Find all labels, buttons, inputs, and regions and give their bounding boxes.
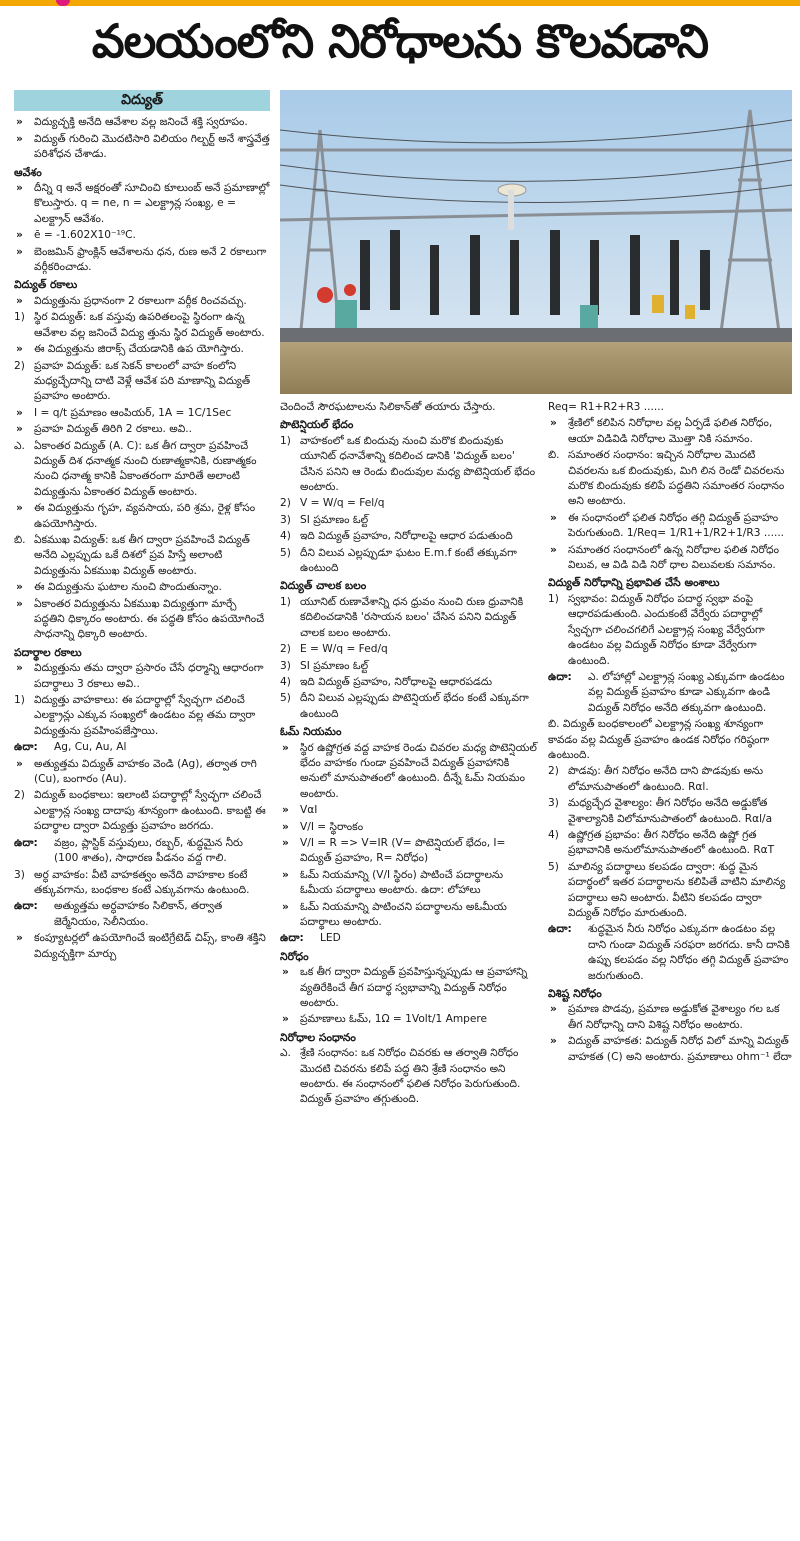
item-marker: బి. bbox=[14, 533, 26, 546]
subheading: విశిష్ట నిరోధం bbox=[548, 987, 602, 1001]
item-text: మధ్యచ్ఛేద వైశాల్యం: తీగ నిరోధం అనేది అడ్డుకోత వైశాల్యానికి విలోమానుపాతంలో ఉంటుంది. Rαl/a bbox=[568, 797, 773, 825]
item-text: విద్యుత్ బంధకాలు: ఇలాంటి పదార్థాల్లో స్వేచ్ఛగా చలించే ఎలక్ట్రాన్ల సంఖ్య దాదాపు శూన్యంగా ఉంటుంది. కాబట్టి ఈ పదార్థాల ద్వారా విద్యుత్తు ప్రవాహం జరగదు. bbox=[34, 789, 266, 833]
bullet-item: » బెంజమిన్ ఫ్రాంక్లిన్ ఆవేశాలను ధన, రుణ అనే 2 రకాలుగా వర్గీకరించాడు. bbox=[14, 245, 270, 276]
subheading: నిరోధాల సంధానం bbox=[280, 1030, 356, 1044]
item-text: LED bbox=[320, 932, 341, 945]
bullet-item: » శ్రేణిలో కలిపిన నిరోధాల వల్ల ఏర్పడే ఫలిత నిరోధం, ఆయా విడివిడి నిరోధాల మొత్తా నికి సమానం. bbox=[548, 416, 792, 447]
example-item bbox=[14, 740, 270, 755]
item-marker: 5) bbox=[548, 860, 559, 873]
bullet-item: » I = q/t ప్రమాణం ఆంపియర్, 1A = 1C/1Sec bbox=[14, 406, 270, 421]
numbered-item bbox=[14, 439, 270, 501]
column-1-content bbox=[14, 115, 270, 962]
numbered-item bbox=[280, 675, 538, 690]
item-text: దీని విలువ ఎల్లప్పుడూ ఘటం E.m.f కంటే తక్కువగా ఉంటుంది bbox=[300, 546, 517, 575]
item-marker: ఉదా: bbox=[548, 670, 572, 683]
numbered-item bbox=[548, 828, 792, 859]
bullet-item: » విద్యుత్తును ప్రధానంగా 2 రకాలుగా వర్గీక రించవచ్చు. bbox=[14, 294, 270, 309]
item-text: అత్యుత్తమ అర్ధవాహకం సిలికాన్, తర్వాత జెర్మేనియం, సెలీనియం. bbox=[54, 900, 223, 928]
item-marker: 3) bbox=[14, 868, 25, 881]
item-text: సమాంతర సంధానం: ఇచ్చిన నిరోధాల మొదటి చివరలను ఒక బిందువుకు, మిగి లిన రెండో చివరలను మరొక బిందువుకు కలిపే పద్ధతిని సమాంతర సంధానం అని అంటారు. bbox=[568, 449, 785, 508]
bullet-item: » విద్యుచ్ఛక్తి అనేది ఆవేశాల వల్ల జనించే శక్తి స్వరూపం. bbox=[14, 115, 270, 130]
column-1 bbox=[14, 90, 270, 1535]
item-text: దీని విలువ ఎల్లప్పుడు పొటెన్షియల్ భేదం కంటే ఎక్కువగా ఉంటుంది bbox=[300, 692, 529, 720]
bullet-item: » ఈ విద్యుత్తును ఘటాల నుంచి పొందుతున్నాం. bbox=[14, 580, 270, 595]
numbered-item bbox=[280, 659, 538, 674]
bullet-item: » సమాంతర సంధానంలో ఉన్న నిరోధాల ఫలిత నిరోధం విలువ, ఆ విడి విడి నిరో ధాల విలువలకు సమానం. bbox=[548, 543, 792, 574]
item-text: ప్రవాహ విద్యుత్: ఒక సెకన్ కాలంలో వాహ కంలోని మధ్యచ్ఛేదాన్ని దాటి వెళ్లే ఆవేశ పరి మాణాన్ని విద్యుత్ ప్రవాహం అంటారు. bbox=[34, 359, 251, 403]
numbered-item bbox=[14, 310, 270, 341]
item-text: V = W/q = Fel/q bbox=[300, 497, 385, 510]
bullet-item: » విద్యుత్ గురించి మొదటిసారి విలియం గిల్బర్ట్ అనే శాస్త్రవేత్త పరిశోధన చేశాడు. bbox=[14, 132, 270, 163]
item-marker: ఉదా: bbox=[14, 741, 38, 754]
item-marker: 1) bbox=[548, 592, 559, 605]
item-text: విద్యుత్తు వాహకాలు: ఈ పదార్థాల్లో స్వేచ్ఛగా చలించే ఎలక్ట్రాన్లు ఎక్కువ సంఖ్యలో ఉండటం వల్ల తమ ద్వారా విద్యుత్తును ప్రవహింపజేస్తాయి. bbox=[34, 694, 256, 737]
item-marker: 4) bbox=[280, 530, 291, 543]
item-text: శ్రేణి సంధానం: ఒక నిరోధం చివరకు ఆ తర్వాతి నిరోధం మొదటి చివరను కలిపే పద్ధ తిని శ్రేణి సంధానం అని అంటారు. ఈ సంధానంలో ఫలిత నిరోధం పెరుగుతుంది. విద్యుత్ ప్రవాహం తగ్గుతుంది. bbox=[300, 1047, 521, 1106]
item-marker: ఎ. bbox=[14, 439, 25, 452]
item-text: ఎ. లోహాల్లో ఎలక్ట్రాన్ల సంఖ్య ఎక్కువగా ఉండటం వల్ల విద్యుత్ ప్రవాహం కూడా ఎక్కువగా ఉండి విద్యుత్ నిరోధం అనేది తక్కువగా ఉంటుంది. bbox=[588, 670, 785, 714]
item-marker: ఉదా: bbox=[548, 923, 572, 936]
column-3-content bbox=[548, 400, 792, 1065]
paragraph: బి. విద్యుత్ బంధకాలంలో ఎలక్ట్రాన్ల సంఖ్య శూన్యంగా కావడం వల్ల విద్యుత్ ప్రవాహం ఉండక నిరోధం గరిష్ఠంగా ఉంటుంది. bbox=[548, 718, 770, 761]
item-text: E = W/q = Fed/q bbox=[300, 643, 388, 656]
numbered-item bbox=[280, 642, 538, 657]
numbered-item bbox=[280, 546, 538, 577]
bullet-item: » V/I = స్థిరాంకం bbox=[280, 820, 538, 835]
item-marker: ఉదా: bbox=[280, 932, 304, 945]
item-text: పొడవు: తీగ నిరోధం అనేది దాని పొడవుకు అను లోమానుపాతంలో ఉంటుంది. Rαl. bbox=[568, 765, 764, 793]
paragraph: Req= R1+R2+R3 ...... bbox=[548, 401, 664, 413]
bullet-item: » ఓమ్ నియమాన్ని (V/I స్థిరం) పాటించే పదార్థాలను ఓమీయ పదార్థాలు అంటారు. ఉదా: లోహాలు bbox=[280, 868, 538, 899]
bullet-item: » అత్యుత్తమ విద్యుత్ వాహకం వెండి (Ag), తర్వాత రాగి (Cu), బంగారం (Au). bbox=[14, 757, 270, 788]
item-marker: 5) bbox=[280, 692, 291, 705]
item-text: ఏకాంతర విద్యుత్ (A. C): ఒక తీగ ద్వారా ప్రవహించే విద్యుత్ దిశ ధనాత్మక నుంచి రుణాత్మకానికి, రుణాత్మకం నుంచి ధనాత్మ కానికి ఏకాంతరంగా మారితే అలాంటి విద్యుత్తును ఏకాంతర విద్యుత్ అంటారు. bbox=[34, 439, 257, 498]
item-text: స్థిర విద్యుత్: ఒక వస్తువు ఉపరితలంపై స్థిరంగా ఉన్న ఆవేశాల వల్ల జనించే విద్యు త్తును స్థిర విద్యుత్ అంటారు. bbox=[34, 311, 265, 339]
item-text: మాలిన్య పదార్థాలు కలపడం ద్వారా: శుద్ధ మైన పదార్థంలో ఇతర పదార్థాలను కలిపితే వాటిని మాలిన్య పదార్థాలు అని అంటారు. వీటిని కలపడం ద్వారా విద్యుత్ నిరోధం మారుతుంది. bbox=[568, 860, 786, 919]
item-text: వజ్రం, ప్లాస్టిక్ వస్తువులు, రబ్బర్, శుద్ధమైన నీరు (100 శాతం), సాధారణ పీడనం వద్ద గాలి. bbox=[54, 836, 243, 865]
item-marker: 1) bbox=[14, 694, 25, 707]
bullet-item: » V/I = R => V=IR (V= పొటెన్షియల్ భేదం, I= విద్యుత్ ప్రవాహం, R= నిరోధం) bbox=[280, 836, 538, 867]
item-marker: 3) bbox=[548, 797, 559, 810]
numbered-item bbox=[280, 513, 538, 528]
subheading: పదార్థాల రకాలు bbox=[14, 645, 82, 659]
bullet-item: » ఈ విద్యుత్తును జిరాక్స్ చేయడానికి ఉప యోగిస్తారు. bbox=[14, 342, 270, 357]
item-text: SI ప్రమాణం ఓల్ట్ bbox=[300, 513, 369, 526]
bullet-item: » ఓమ్ నియమాన్ని పాటించని పదార్థాలను అఓమీయ పదార్థాలు అంటారు. bbox=[280, 900, 538, 931]
item-marker: 5) bbox=[280, 546, 291, 559]
numbered-item bbox=[548, 860, 792, 922]
numbered-item bbox=[14, 868, 270, 899]
bullet-item: » కంప్యూటర్లలో ఉపయోగించే ఇంటిగ్రేటెడ్ చిప్స్, కాంతి శక్తిని విద్యుచ్ఛక్తిగా మార్చు bbox=[14, 931, 270, 962]
column-3 bbox=[548, 400, 792, 1535]
subheading: పొటెన్షియల్ భేదం bbox=[280, 418, 354, 432]
page-headline: వలయంలోని నిరోధాలను కొలవడాని bbox=[91, 14, 709, 68]
numbered-item bbox=[280, 496, 538, 511]
item-marker: 3) bbox=[280, 513, 291, 526]
numbered-item bbox=[548, 796, 792, 827]
example-item bbox=[14, 899, 270, 930]
item-text: ఇది విద్యుత్ ప్రవాహం, నిరోధాలపై ఆధార పడుతుంది bbox=[300, 530, 513, 543]
item-text: ఏకముఖ విద్యుత్: ఒక తీగ ద్వారా ప్రవహించే విద్యుత్ అనేది ఎల్లప్పుడు ఒకే దిశలో ప్రవ హిస్తే అలాంటి విద్యుత్తును ఏకముఖ విద్యుత్ అంటారు. bbox=[34, 533, 250, 577]
item-text: ఉష్ణోగ్రత ప్రభావం: తీగ నిరోధం అనేది ఉష్ణో గ్రత ప్రభావానికి అనులోమానుపాతంలో ఉంటుంది. RαT bbox=[568, 828, 775, 857]
bullet-item: » విద్యుత్ వాహకత: విద్యుత్ నిరోధ విలో మాన్ని విద్యుత్ వాహకత (C) అని అంటారు. ప్రమాణాలు ohm⁻¹ లేదా bbox=[548, 1034, 792, 1065]
example-item bbox=[280, 931, 538, 946]
item-text: శుద్ధమైన నీరు నిరోధం ఎక్కువగా ఉండటం వల్ల దాని గుండా విద్యుత్ సరఫరా జరగదు. కానీ దానికి ఉప్పు కలపడం వల్ల నిరోధం తగ్గి విద్యుత్ ప్రవాహం జరుగుతుంది. bbox=[588, 923, 790, 982]
top-accent-bar bbox=[0, 0, 800, 6]
bullet-item: » ఈ సంధానంలో ఫలిత నిరోధం తగ్గి విద్యుత్ ప్రవాహం పెరుగుతుంది. 1/Req= 1/R1+1/R2+1/R3 ...... bbox=[548, 511, 792, 542]
subheading: ఆవేశం bbox=[14, 165, 42, 179]
bullet-item: » దీన్ని q అనే అక్షరంతో సూచించి కూలుంబ్ అనే ప్రమాణాల్లో కొలుస్తారు. q = ne, n = ఎలక్ట్రాన్ల సంఖ్య, e = ఎలక్ట్రాన్ ఆవేశం. bbox=[14, 181, 270, 227]
numbered-item bbox=[14, 788, 270, 834]
example-item bbox=[548, 670, 792, 716]
electric-substation-photo bbox=[280, 90, 792, 394]
subheading: విద్యుత్ నిరోధాన్ని ప్రభావిత చేసే అంశాలు bbox=[548, 576, 720, 590]
item-marker: 4) bbox=[548, 828, 559, 841]
bullet-item: » విద్యుత్తును తమ ద్వారా ప్రసారం చేసే ధర్మాన్ని ఆధారంగా పదార్థాలు 3 రకాలు అవి.. bbox=[14, 661, 270, 692]
numbered-item bbox=[548, 592, 792, 669]
item-text: Ag, Cu, Au, Al bbox=[54, 741, 127, 754]
numbered-item bbox=[280, 595, 538, 641]
bullet-item: » ē = -1.602X10⁻¹⁹C. bbox=[14, 228, 270, 243]
numbered-item bbox=[280, 691, 538, 722]
numbered-item bbox=[14, 533, 270, 579]
subheading: విద్యుత్ రకాలు bbox=[14, 278, 78, 292]
bullet-item: » ప్రమాణాలు ఓమ్, 1Ω = 1Volt/1 Ampere bbox=[280, 1012, 538, 1027]
item-marker: 2) bbox=[548, 765, 559, 778]
bullet-item: » ప్రమాణ పొడవు, ప్రమాణ అడ్డుకోత వైశాల్యం గల ఒక తీగ నిరోధాన్ని దాని విశిష్ట నిరోధం అంటారు. bbox=[548, 1002, 792, 1033]
item-text: SI ప్రమాణం ఓల్ట్ bbox=[300, 659, 369, 672]
item-text: అర్ధ వాహకం: వీటి వాహకత్వం అనేది వాహకాల కంటే తక్కువగాను, బంధకాల కంటే ఎక్కువగాను ఉంటుంది. bbox=[34, 868, 250, 896]
substation-photo bbox=[280, 90, 792, 394]
bullet-item: » ప్రవాహ విద్యుత్ తిరిగి 2 రకాలు. అవి.. bbox=[14, 422, 270, 437]
column-2 bbox=[280, 400, 538, 1535]
item-text: వాహకంలో ఒక బిందువు నుంచి మరొక బిందువుకు యూనిట్ ధనావేశాన్ని కదిలించ డానికి 'విద్యుత్ బలం' చేసిన పనిని ఆ రెండు బిందువుల మధ్య పొటెన్షియల్ భేదం అంటారు. bbox=[300, 434, 536, 494]
numbered-item bbox=[280, 1046, 538, 1108]
item-marker: 1) bbox=[280, 434, 291, 447]
item-marker: 2) bbox=[280, 497, 291, 510]
item-marker: 3) bbox=[280, 659, 291, 672]
item-marker: ఉదా: bbox=[14, 836, 38, 849]
column-2-content bbox=[280, 400, 538, 1108]
item-marker: 1) bbox=[280, 595, 291, 608]
numbered-item bbox=[548, 448, 792, 510]
subheading: ఓమ్ నియమం bbox=[280, 725, 342, 739]
example-item bbox=[14, 836, 270, 867]
item-marker: ఉదా: bbox=[14, 900, 38, 913]
item-marker: 2) bbox=[14, 789, 25, 802]
item-marker: 2) bbox=[14, 359, 25, 372]
item-marker: 4) bbox=[280, 675, 291, 688]
numbered-item bbox=[548, 764, 792, 795]
section-title: విద్యుత్ bbox=[14, 90, 270, 111]
numbered-item bbox=[14, 359, 270, 405]
numbered-item bbox=[14, 693, 270, 739]
item-text: స్వభావం: విద్యుత్ నిరోధం పదార్థ స్వభా వంపై ఆధారపడుతుంది. ఎందుకంటే వేర్వేరు పదార్థాల్లో స్వేచ్ఛగా చలించగలిగే ఎలక్ట్రాన్ల సంఖ్య వేర్వేరుగా ఉండటం వల్ల విద్యుత్ నిరోధం కూడా వేర్వేరుగా ఉంటుంది. bbox=[568, 592, 765, 667]
bullet-item: » VαI bbox=[280, 803, 538, 818]
example-item bbox=[548, 922, 792, 984]
item-marker: 1) bbox=[14, 311, 25, 324]
item-marker: బి. bbox=[548, 449, 560, 462]
bullet-item: » ఈ విద్యుత్తును గృహ, వ్యవసాయ, పరి శ్రమ, రైళ్ల కోసం ఉపయోగిస్తారు. bbox=[14, 501, 270, 532]
subheading: విద్యుత్ చాలక బలం bbox=[280, 579, 367, 593]
numbered-item bbox=[280, 529, 538, 544]
bullet-item: » స్థిర ఉష్ణోగ్రత వద్ద వాహక రెండు చివరల మధ్య పొటెన్షియల్ భేదం వాహకం గుండా ప్రవహించే విద్యుత్ ప్రవాహానికి అనులో మానుపాతంలో ఉంటుంది. దీన్నే ఓమ్ నియమం అంటారు. bbox=[280, 741, 538, 803]
item-text: ఇది విద్యుత్ ప్రవాహం, నిరోధాలపై ఆధారపడదు bbox=[300, 675, 493, 688]
bullet-item: » ఏకాంతర విద్యుత్తును ఏకముఖ విద్యుత్తుగా మార్చే పద్ధతిని ధిక్కారం అంటారు. ఈ పద్ధతి కోసం ఉపయోగించే సాధనాన్ని ధిక్కారి అంటారు. bbox=[14, 597, 270, 643]
item-marker: ఎ. bbox=[280, 1047, 291, 1060]
paragraph: చెందించే సౌరఘటాలను సిలికాన్‌తో తయారు చేస్తారు. bbox=[280, 401, 496, 413]
item-marker: 2) bbox=[280, 643, 291, 656]
numbered-item bbox=[280, 434, 538, 496]
bullet-item: » ఒక తీగ ద్వారా విద్యుత్ ప్రవహిస్తున్నప్పుడు ఆ ప్రవాహాన్ని వ్యతిరేకించే తీగ పదార్థ స్వభావాన్ని విద్యుత్ నిరోధం అంటారు. bbox=[280, 965, 538, 1011]
subheading: నిరోధం bbox=[280, 949, 309, 963]
item-text: యూనిట్ రుణావేశాన్ని ధన ధ్రువం నుంచి రుణ ధ్రువానికి కదిలించడానికి 'రసాయన బలం' చేసిన పనిని విద్యుత్ చాలక బలం అంటారు. bbox=[300, 595, 524, 639]
